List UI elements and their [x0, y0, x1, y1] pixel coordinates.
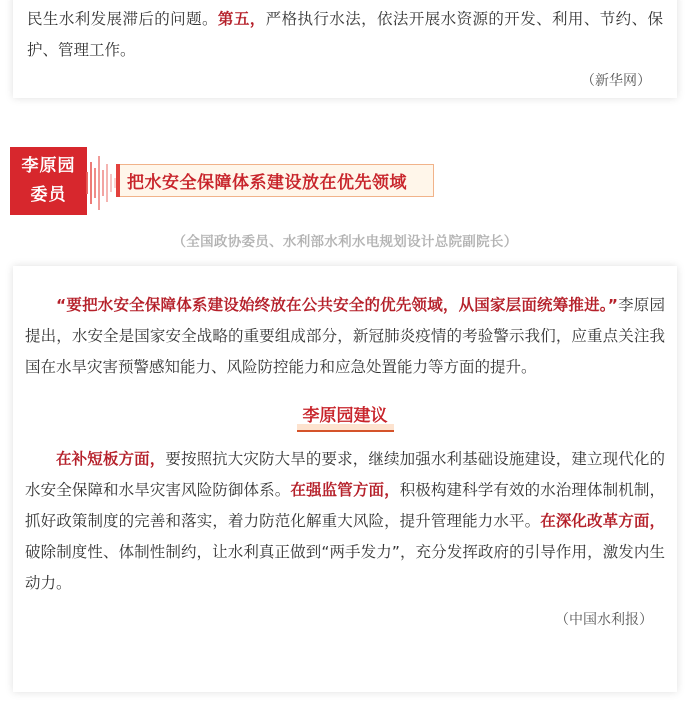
paragraph: [25, 290, 665, 383]
text-span: 积极构建科学有效的水治理体制机制，抓好政策制度的完善和落实，着力防范化解重大风险，提升管理能力水平。: [25, 481, 665, 530]
source-label: （中国水利报）: [555, 612, 653, 628]
text-span: 要按照抗大灾防大旱的要求，继续加强水利基础设施建设，建立现代化的水安全保障和水旱灾害风险防御体系。: [25, 450, 665, 499]
highlight-text: 在补短板方面，: [56, 450, 166, 468]
person-role: （全国政协委员、水利部水利水电规划设计总院副院长）: [172, 234, 518, 250]
section-heading-text: 李原园建议: [297, 401, 394, 432]
highlight-text: 第五，: [217, 10, 266, 28]
headline-accent-bar: [116, 164, 120, 197]
text-span: 严格执行水法，依法开展水资源的开发、利用、节约、保护、管理工作。: [27, 10, 663, 59]
text-span: 李原园提出，水安全是国家安全战略的重要组成部分，新冠肺炎疫情的考验警示我们，应重点关注我国在水旱灾害预警感知能力、风险防控能力和应急处置能力等方面的提升。: [25, 296, 665, 376]
paragraph: [27, 4, 663, 66]
section-heading: [25, 401, 665, 432]
news-card-main: [13, 266, 677, 692]
highlight-text: 在深化改革方面，: [540, 512, 665, 530]
source-label: （新华网）: [581, 73, 651, 89]
person-title-label: 委员: [30, 185, 67, 205]
news-card-top: [13, 0, 677, 98]
person-headline: 把水安全保障体系建设放在优先领域: [116, 164, 434, 197]
paragraph: [25, 444, 665, 599]
person-name-badge: [10, 147, 87, 215]
sound-wave-decoration: [84, 150, 118, 216]
highlight-text: 在强监管方面，: [290, 481, 400, 499]
quote-text: “要把水安全保障体系建设始终放在公共安全的优先领域，从国家层面统筹推进。”: [56, 296, 618, 314]
person-name: 李原园: [21, 156, 76, 176]
text-span: 民生水利发展滞后的问题。: [27, 10, 218, 28]
text-span: 破除制度性、体制性制约，让水利真正做到“两手发力”，充分发挥政府的引导作用，激发内生动力。: [25, 543, 665, 592]
